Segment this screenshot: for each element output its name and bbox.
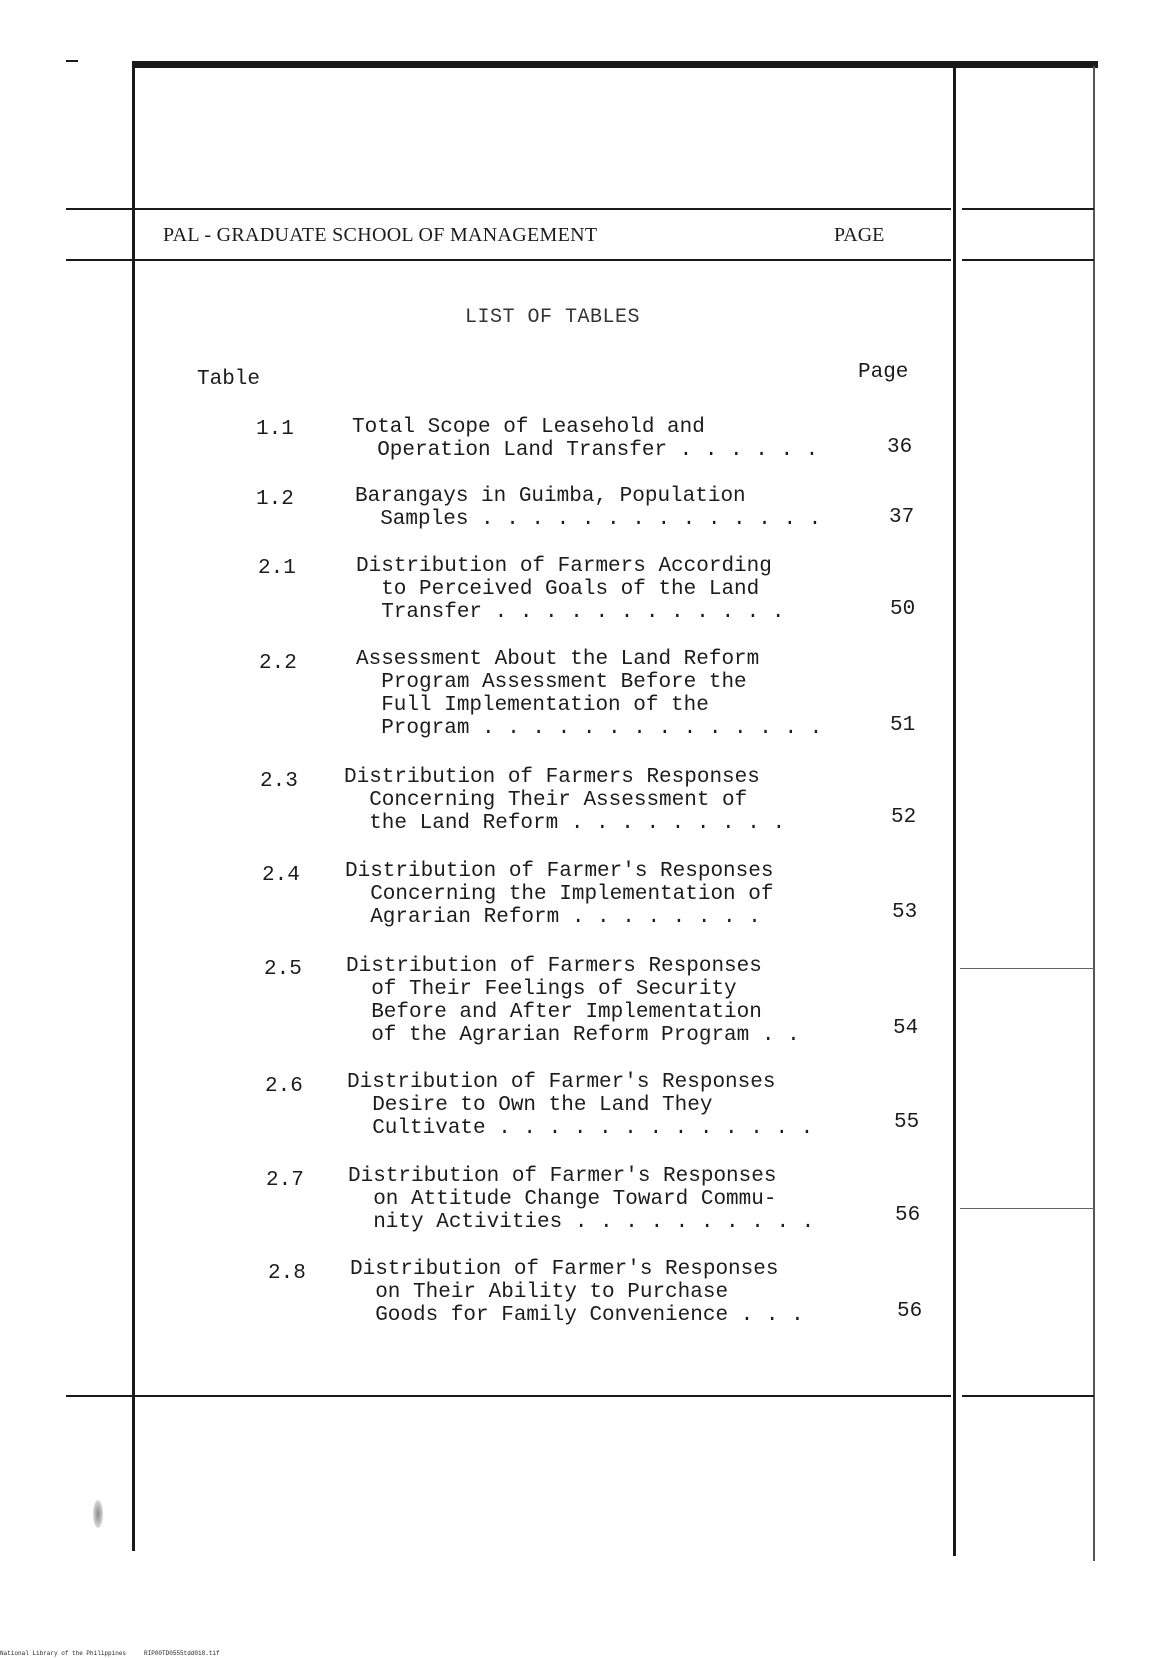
page-column-header: PAGE	[834, 224, 885, 246]
frame-inner-right-border	[953, 66, 956, 1556]
frame-left-border	[132, 61, 135, 1551]
entry-page-number: 36	[887, 436, 913, 459]
entry-page-number: 55	[894, 1111, 920, 1134]
entry-page-number: 52	[891, 806, 917, 829]
entry-page-number: 56	[897, 1300, 923, 1323]
entry-title: Assessment About the Land Reform Program Assessment Before the Full Implementation of the Program . . . . . . . . . . . . . .	[356, 648, 823, 740]
frame-outer-right-border	[1093, 66, 1095, 1561]
margin-tick	[66, 60, 78, 62]
entry-page-number: 54	[893, 1017, 919, 1040]
entry-title: Distribution of Farmers Responses Concerning Their Assessment of the Land Reform . . . . . . . . .	[344, 766, 786, 835]
entry-title: Barangays in Guimba, Population Samples . . . . . . . . . . . . . .	[355, 485, 822, 531]
header-top-rule-right	[962, 208, 1094, 210]
institution-header: PAL - GRADUATE SCHOOL OF MANAGEMENT	[163, 224, 598, 246]
entry-title: Distribution of Farmers Responses of Their Feelings of Security Before and After Implementation of the Agrarian Reform Program . .	[346, 955, 800, 1047]
side-rule-2	[960, 1208, 1094, 1209]
entry-page-number: 51	[890, 714, 916, 737]
entry-number: 2.2	[259, 652, 297, 675]
entry-title: Distribution of Farmer's Responses Concerning the Implementation of Agrarian Reform . . . . . . . .	[345, 860, 774, 929]
document-title: LIST OF TABLES	[465, 306, 641, 329]
entry-title: Distribution of Farmer's Responses on Their Ability to Purchase Goods for Family Convenience . . .	[350, 1258, 804, 1327]
entry-number: 1.1	[256, 418, 294, 441]
entry-number: 2.4	[262, 864, 300, 887]
side-rule-1	[960, 968, 1094, 969]
entry-title: Distribution of Farmer's Responses Desire to Own the Land They Cultivate . . . . . . . . . . . . .	[347, 1071, 814, 1140]
entry-number: 2.6	[265, 1075, 303, 1098]
scan-footer: National Library of the Philippines RIP00TD0555tdd018.tif	[0, 1650, 220, 1657]
entry-page-number: 56	[895, 1204, 921, 1227]
entry-number: 1.2	[256, 488, 294, 511]
footer-rule	[66, 1395, 951, 1397]
entry-number: 2.7	[266, 1169, 304, 1192]
entry-title: Total Scope of Leasehold and Operation Land Transfer . . . . . .	[352, 416, 819, 462]
entry-number: 2.8	[268, 1262, 306, 1285]
entry-page-number: 53	[892, 901, 918, 924]
scan-smudge	[93, 1500, 103, 1528]
entry-number: 2.5	[264, 958, 302, 981]
entry-title: Distribution of Farmers According to Perceived Goals of the Land Transfer . . . . . . . . . . . .	[356, 555, 785, 624]
entry-number: 2.1	[258, 557, 296, 580]
entry-page-number: 37	[889, 506, 915, 529]
entry-number: 2.3	[260, 770, 298, 793]
entry-page-number: 50	[890, 598, 916, 621]
header-bottom-rule	[66, 259, 951, 261]
header-bottom-rule-right	[962, 259, 1094, 261]
table-column-label: Table	[197, 368, 261, 391]
footer-rule-right	[962, 1395, 1094, 1397]
page-column-label: Page	[858, 361, 909, 384]
header-top-rule	[66, 208, 951, 210]
entry-title: Distribution of Farmer's Responses on Attitude Change Toward Commu- nity Activities . . . . . . . . . .	[348, 1165, 815, 1234]
